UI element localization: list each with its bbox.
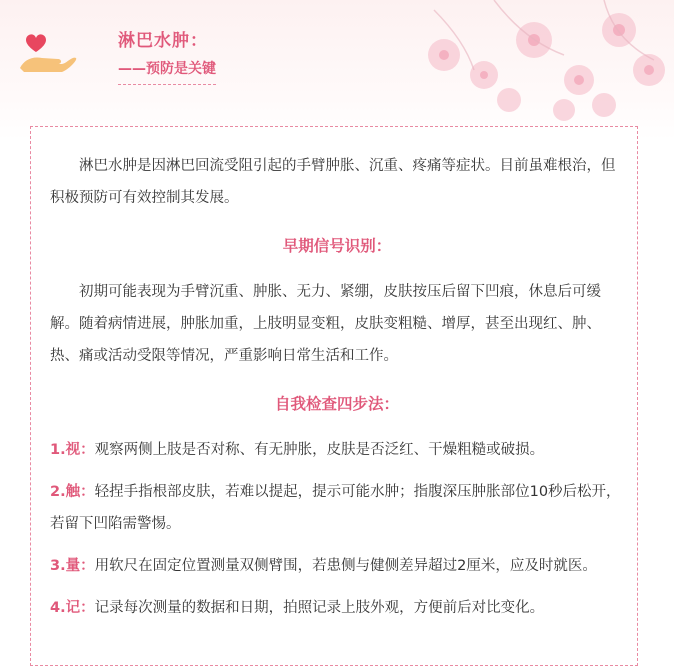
step-1-text: 观察两侧上肢是否对称、有无肿胀，皮肤是否泛红、干燥粗糙或破损。	[94, 442, 545, 458]
step-2	[50, 476, 624, 540]
step-1-label: 1.视：	[50, 442, 95, 458]
page-subtitle: ——预防是关键	[118, 58, 216, 85]
step-4-label: 4.记：	[50, 600, 95, 616]
page-header	[0, 0, 674, 120]
page-title: 淋巴水肿：	[118, 31, 208, 51]
step-4	[50, 592, 624, 624]
step-2-text: 轻捏手指根部皮肤，若难以提起，提示可能水肿；指腹深压肿胀部位10秒后松开，若留下凹陷需警惕。	[50, 484, 621, 532]
early-signs-heading: 早期信号识别：	[282, 237, 392, 255]
step-1	[50, 434, 624, 466]
article-content	[50, 150, 624, 624]
step-3-text: 用软尺在固定位置测量双侧臂围，若患侧与健侧差异超过2厘米，应及时就医。	[94, 558, 597, 574]
hand-holding-heart-icon	[18, 26, 78, 74]
intro-paragraph: 淋巴水肿是因淋巴回流受阻引起的手臂肿胀、沉重、疼痛等症状。目前虽难根治，但积极预防可有效控制其发展。	[50, 158, 616, 206]
step-4-text: 记录每次测量的数据和日期，拍照记录上肢外观，方便前后对比变化。	[94, 600, 545, 616]
self-check-heading: 自我检查四步法：	[274, 395, 399, 413]
step-3	[50, 550, 624, 582]
early-signs-paragraph: 初期可能表现为手臂沉重、肿胀、无力、紧绷，皮肤按压后留下凹痕，休息后可缓解。随着病情进展，肿胀加重，上肢明显变粗，皮肤变粗糙、增厚，甚至出现红、肿、热、痛或活动受限等情况，严重影响日常生活和工作。	[50, 284, 601, 364]
step-2-label: 2.触：	[50, 484, 95, 500]
step-3-label: 3.量：	[50, 558, 95, 574]
